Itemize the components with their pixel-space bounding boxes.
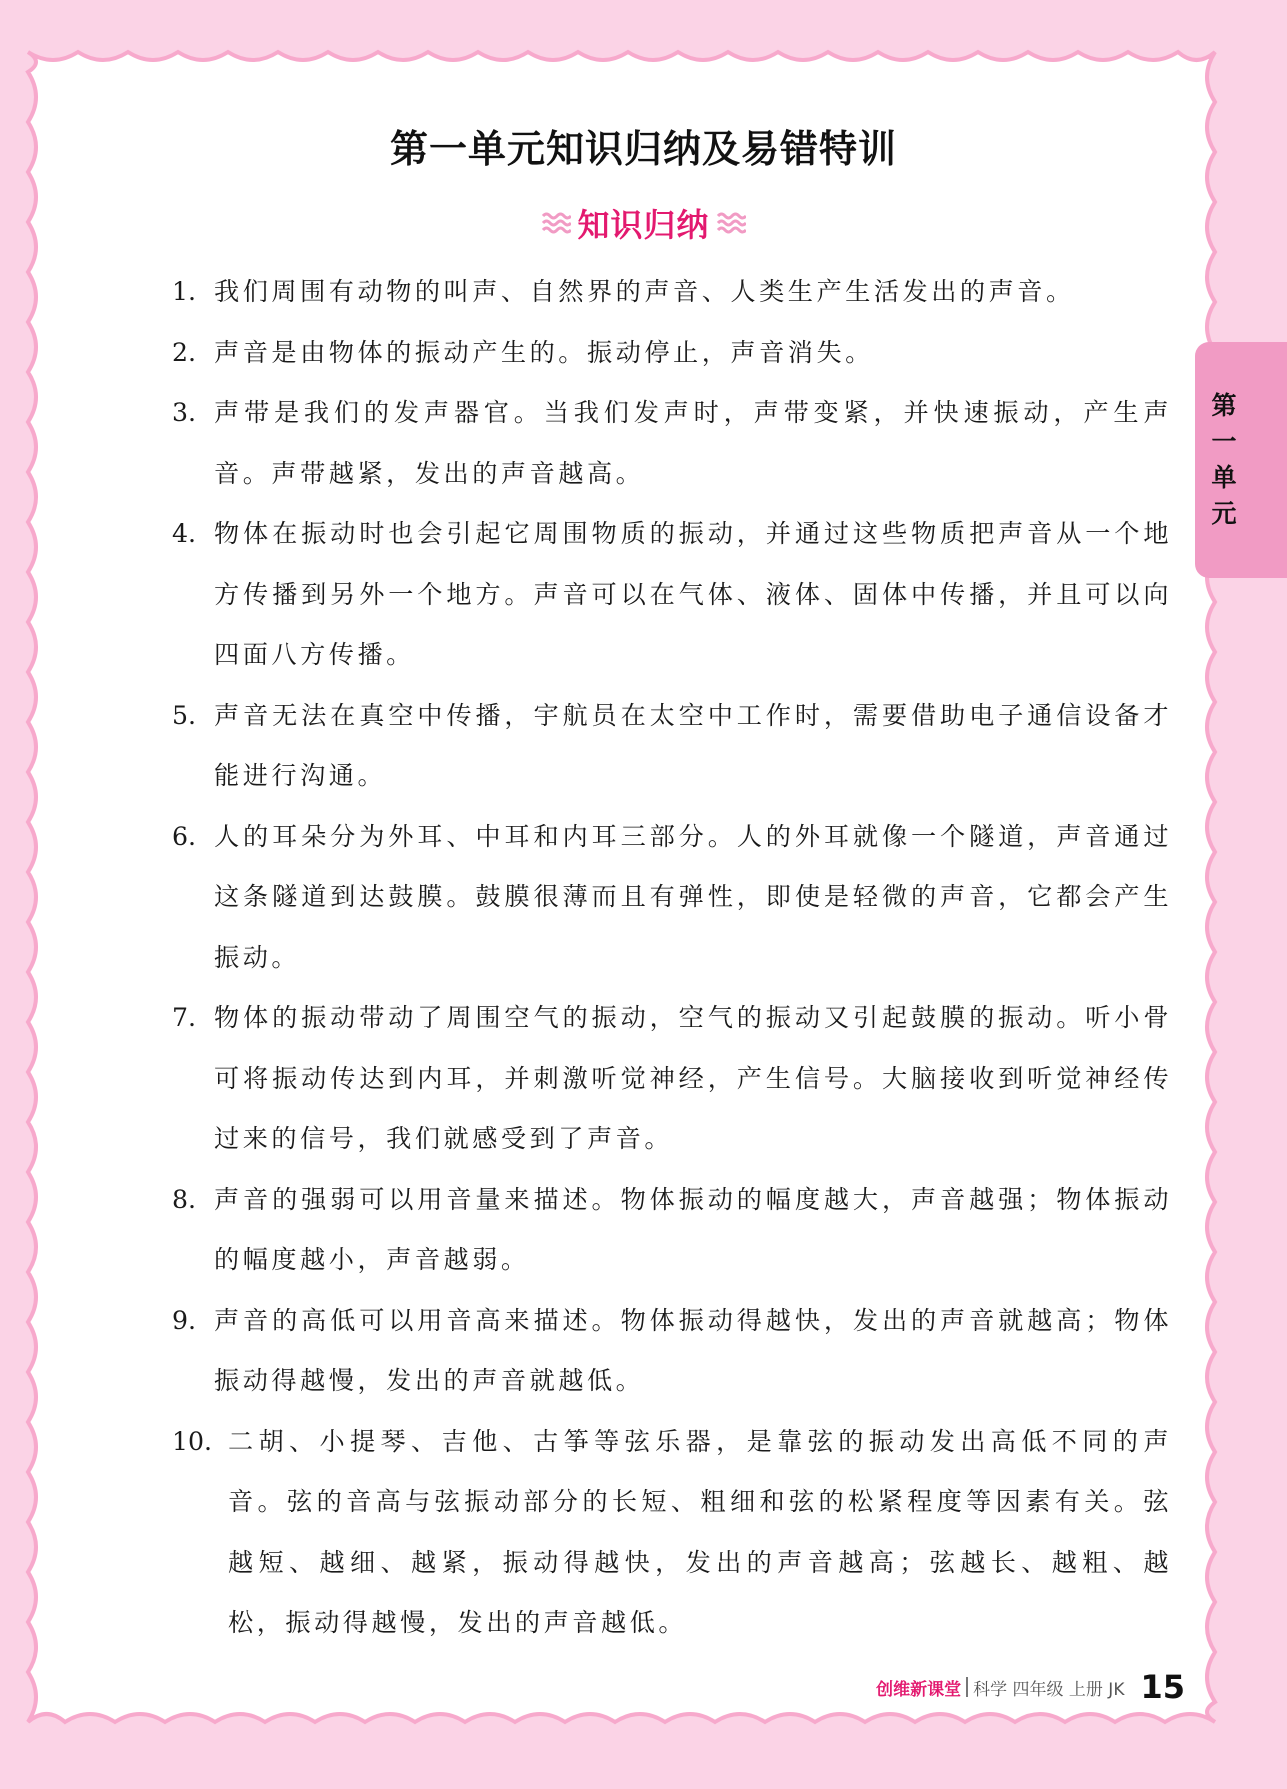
- page-footer: [820, 1668, 1185, 1706]
- list-item: [172, 323, 1172, 384]
- item-text: 声带是我们的发声器官。当我们发声时，声带变紧，并快速振动，产生声音。声带越紧，发出的声音越高。: [214, 398, 1172, 488]
- item-text: 声音无法在真空中传播，宇航员在太空中工作时，需要借助电子通信设备才能进行沟通。: [214, 700, 1172, 790]
- footer-brand: 创维新课堂: [876, 1679, 962, 1700]
- section-label: 知识归纳: [577, 206, 710, 244]
- page-title: 第一单元知识归纳及易错特训: [389, 127, 897, 171]
- list-item: [172, 686, 1172, 807]
- item-text: 声音的高低可以用音高来描述。物体振动得越快，发出的声音就越高；物体振动得越慢，发出的声音就越低。: [214, 1305, 1172, 1395]
- list-item: [172, 504, 1172, 686]
- item-number: 1.: [172, 277, 197, 306]
- item-number: 2.: [172, 337, 197, 367]
- item-text: 声音的强弱可以用音量来描述。物体振动的幅度越大，声音越强；物体振动的幅度越小，声音越弱。: [214, 1184, 1172, 1274]
- list-item: [172, 807, 1172, 989]
- wave-decoration-right-icon: [716, 210, 746, 236]
- item-text: 物体在振动时也会引起它周围物质的振动，并通过这些物质把声音从一个地方传播到另外一个地方。声音可以在气体、液体、固体中传播，并且可以向四面八方传播。: [214, 519, 1172, 669]
- list-item: [172, 262, 1172, 323]
- item-number: 7.: [172, 1003, 197, 1032]
- list-item: [172, 1412, 1172, 1654]
- list-item: [172, 383, 1172, 504]
- wave-decoration-left-icon: [541, 210, 571, 236]
- page-number: 15: [1140, 1668, 1185, 1706]
- list-item: [172, 988, 1172, 1170]
- section-heading: [0, 200, 1287, 246]
- item-number: 6.: [172, 821, 197, 851]
- item-text: 物体的振动带动了周围空气的振动，空气的振动又引起鼓膜的振动。听小骨可将振动传达到内耳，并刺激听觉神经，产生信号。大脑接收到听觉神经传过来的信号，我们就感受到了声音。: [214, 1003, 1172, 1153]
- item-number: 9.: [172, 1305, 197, 1335]
- item-number: 10.: [172, 1426, 213, 1456]
- item-number: 4.: [172, 519, 197, 548]
- item-number: 3.: [172, 398, 197, 427]
- footer-divider: [966, 1677, 968, 1697]
- list-item: [172, 1170, 1172, 1291]
- unit-tab-label: 第一单元: [1211, 391, 1237, 528]
- unit-side-tab: [1195, 342, 1287, 578]
- item-text: 我们周围有动物的叫声、自然界的声音、人类生产生活发出的声音。: [214, 277, 1075, 306]
- footer-subject: 科学 四年级 上册 JK: [973, 1679, 1125, 1700]
- list-item: [172, 1291, 1172, 1412]
- item-number: 8.: [172, 1184, 197, 1214]
- item-text: 人的耳朵分为外耳、中耳和内耳三部分。人的外耳就像一个隧道，声音通过这条隧道到达鼓膜。鼓膜很薄而且有弹性，即使是轻微的声音，它都会产生振动。: [214, 821, 1172, 972]
- item-number: 5.: [172, 700, 197, 730]
- knowledge-list: [172, 262, 1172, 1654]
- item-text: 声音是由物体的振动产生的。振动停止，声音消失。: [214, 337, 874, 367]
- item-text: 二胡、小提琴、吉他、古筝等弦乐器，是靠弦的振动发出高低不同的声音。弦的音高与弦振动部分的长短、粗细和弦的松紧程度等因素有关。弦越短、越细、越紧，振动得越快，发出的声音越高；弦越长、越粗、越松，振动得越慢，发出的声音越低。: [228, 1426, 1172, 1637]
